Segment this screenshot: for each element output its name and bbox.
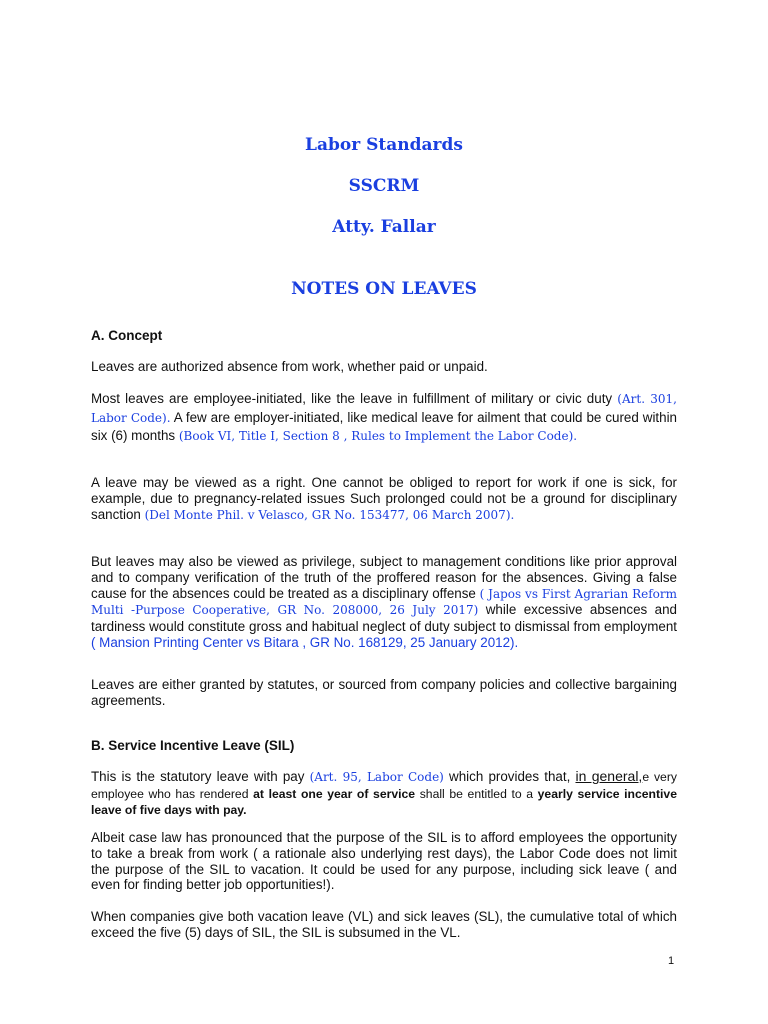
bold-text: at least one year of service: [253, 786, 416, 801]
doc-title: Labor Standards: [305, 135, 463, 155]
section-a-heading: A. Concept: [91, 328, 163, 343]
paragraph-text: Leaves are authorized absence from work, whether paid or unpaid.: [91, 359, 488, 374]
paragraph-text: A leave may be viewed as a right. One cannot be obliged to report for work if one is sick, for example, due to pregnancy-related issues Such prolonged could not be a ground for disciplinary sanction: [91, 475, 677, 522]
doc-notes-title: NOTES ON LEAVES: [291, 279, 477, 299]
paragraph-text: This is the statutory leave with pay: [91, 769, 310, 784]
citation-art-95: (Art. 95, Labor Code): [309, 770, 444, 784]
underlined-text: in general,: [575, 768, 643, 784]
paragraph-text: Most leaves are employee-initiated, like the leave in fulfillment of military or civic duty: [91, 391, 618, 406]
section-b-heading: B. Service Incentive Leave (SIL): [91, 738, 295, 753]
paragraph-text: Albeit case law has pronounced that the purpose of the SIL is to afford employees the opportunity to take a break from work ( a rationale also underlying rest days), the Labor Code does not limit the purpose of the SIL to vacation. It could be used for any purpose, including sick leave ( and even for finding better job opportunities!).: [91, 830, 677, 893]
paragraph-text: which provides that,: [443, 769, 576, 784]
paragraph-text: e very employee who has rendered: [91, 770, 677, 801]
section-a-paragraph-5: [91, 677, 677, 709]
paragraph-text: But leaves may also be viewed as privilege, subject to management conditions like prior approval and to company verification of the truth of the proffered reason for the absences. Giving a false cause for the absences could be treated as a disciplinary offense: [91, 554, 677, 601]
section-a-paragraph-2: [91, 390, 677, 446]
citation-book-vi: (Book VI, Title I, Section 8 , Rules to Implement the Labor Code).: [178, 429, 578, 443]
citation-del-monte: (Del Monte Phil. v Velasco, GR No. 153477, 06 March 2007).: [144, 507, 515, 522]
section-a-paragraph-4: [91, 554, 677, 651]
paragraph-text: shall be entitled to a: [415, 786, 538, 801]
page-number: 1: [668, 955, 675, 967]
paragraph-text: When companies give both vacation leave (VL) and sick leaves (SL), the cumulative total of which exceed the five (5) days of SIL, the SIL is subsumed in the VL.: [91, 909, 677, 940]
section-a-paragraph-1: [91, 359, 677, 375]
citation-art-301: (Art. 301, Labor Code).: [91, 392, 677, 425]
citation-japos: ( Japos vs First Agrarian Reform Multi -Purpose Cooperative, GR No. 208000, 26 July 2017): [91, 586, 677, 618]
section-b-paragraph-2: [91, 830, 677, 893]
section-b-paragraph-1: [91, 768, 677, 819]
doc-subtitle-course: SSCRM: [348, 176, 420, 196]
bold-text: yearly service incentive leave of five days with pay.: [91, 786, 677, 817]
section-a-paragraph-3: [91, 475, 677, 523]
paragraph-text: A few are employer-initiated, like medical leave for ailment that could be cured within six (6) months: [91, 409, 678, 443]
paragraph-text: while excessive absences and tardiness would constitute gross and habitual neglect of duty subject to dismissal from employment: [91, 602, 678, 635]
section-b-paragraph-3: [91, 909, 677, 941]
citation-mansion: ( Mansion Printing Center vs Bitara , GR No. 168129, 25 January 2012).: [91, 634, 519, 650]
paragraph-text: Leaves are either granted by statutes, or sourced from company policies and collective bargaining agreements.: [91, 677, 677, 708]
doc-subtitle-author: Atty. Fallar: [332, 217, 436, 237]
